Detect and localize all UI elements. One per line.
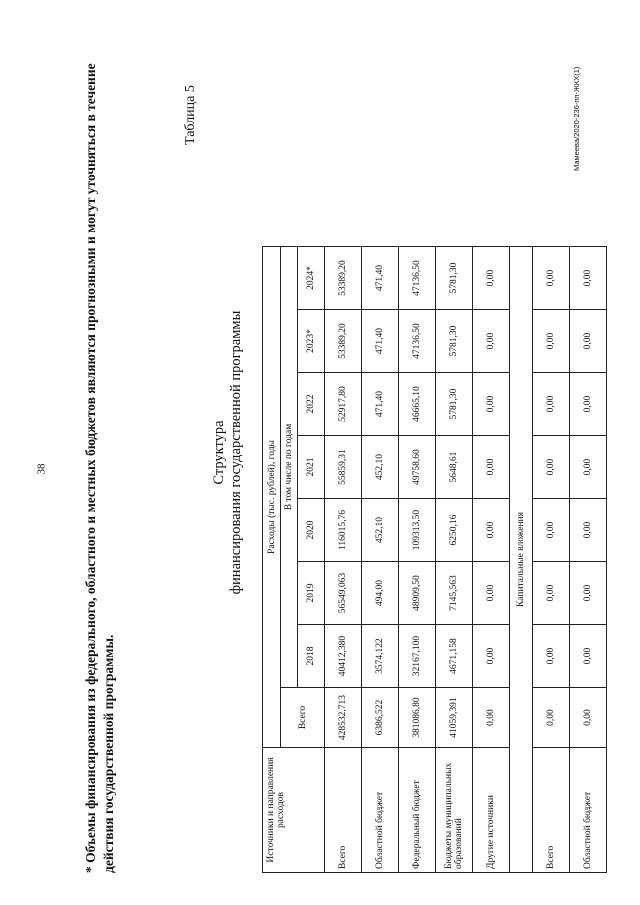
row-label: Другие источники (473, 748, 510, 873)
row-value: 0,00 (570, 310, 607, 373)
table-subtitle: финансирования государственной программы (228, 310, 244, 595)
row-value: 53389,20 (325, 310, 362, 373)
row-label: Областной бюджет (570, 748, 607, 873)
row-label: Бюджеты муниципальных образований (436, 748, 473, 873)
row-value: 46665,10 (399, 373, 436, 436)
row-value: 0,00 (473, 436, 510, 499)
row-value: 471,40 (362, 373, 399, 436)
section-rows (533, 247, 607, 873)
row-total: 381086,80 (399, 688, 436, 748)
year-header: 2023* (298, 310, 325, 373)
table-row (362, 247, 399, 873)
row-value: 0,00 (533, 247, 570, 310)
table-label: Таблица 5 (183, 85, 198, 145)
row-value: 0,00 (570, 247, 607, 310)
row-value: 40412,380 (325, 625, 362, 688)
table-row (399, 247, 436, 873)
row-value: 0,00 (473, 499, 510, 562)
row-value: 0,00 (473, 562, 510, 625)
table-row (473, 247, 510, 873)
row-value: 116015,76 (325, 499, 362, 562)
footnote-text: Объемы финансирования из федерального, областного и местных бюджетов являются прогнозными и могут уточняться в течение действия государственной программы. (83, 63, 116, 873)
row-label: Областной бюджет (362, 748, 399, 873)
row-value: 452,10 (362, 436, 399, 499)
row-value: 48909,50 (399, 562, 436, 625)
expenses-header: Расходы (тыс. рублей), годы (263, 247, 281, 748)
financing-table (262, 246, 607, 873)
row-label: Всего (533, 748, 570, 873)
year-header: 2018 (298, 625, 325, 688)
row-total: 6386,522 (362, 688, 399, 748)
year-header: 2020 (298, 499, 325, 562)
row-value: 452,10 (362, 499, 399, 562)
row-value: 0,00 (533, 373, 570, 436)
row-value: 5648,61 (436, 436, 473, 499)
table-row (436, 247, 473, 873)
row-value: 6250,16 (436, 499, 473, 562)
table-row (325, 247, 362, 873)
row-value: 7145,563 (436, 562, 473, 625)
row-value: 0,00 (570, 625, 607, 688)
year-header: 2019 (298, 562, 325, 625)
row-value: 0,00 (533, 499, 570, 562)
row-value: 53389,20 (325, 247, 362, 310)
row-value: 32167,100 (399, 625, 436, 688)
row-label: Федеральный бюджет (399, 748, 436, 873)
row-value: 0,00 (570, 499, 607, 562)
year-header: 2021 (298, 436, 325, 499)
row-total: 0,00 (533, 688, 570, 748)
row-value: 0,00 (570, 436, 607, 499)
row-total: 41059,391 (436, 688, 473, 748)
row-value: 0,00 (533, 562, 570, 625)
row-value: 5781,30 (436, 310, 473, 373)
table-row (533, 247, 570, 873)
document-stamp: Мамеева/2020-236-пп-ЖКХ(1) (572, 66, 581, 171)
row-value: 47136,50 (399, 247, 436, 310)
year-header: 2024* (298, 247, 325, 310)
row-value: 0,00 (473, 373, 510, 436)
row-value: 3574,122 (362, 625, 399, 688)
row-value: 0,00 (473, 310, 510, 373)
row-value: 471,40 (362, 310, 399, 373)
footnote-star: * (83, 866, 98, 873)
total-header: Всего (281, 688, 325, 748)
footnote (82, 43, 118, 873)
row-value: 0,00 (570, 373, 607, 436)
page-number: 38 (35, 463, 48, 475)
row-value: 49758,60 (399, 436, 436, 499)
row-value: 5781,30 (436, 373, 473, 436)
row-value: 5781,30 (436, 247, 473, 310)
row-value: 0,00 (533, 436, 570, 499)
year-header: 2022 (298, 373, 325, 436)
row-value: 52917,80 (325, 373, 362, 436)
table-row (570, 247, 607, 873)
row-label: Всего (325, 748, 362, 873)
section-label: Капитальные вложения (510, 247, 533, 873)
row-value: 0,00 (570, 562, 607, 625)
row-total: 0,00 (473, 688, 510, 748)
row-value: 0,00 (473, 625, 510, 688)
table-title: Структура (211, 420, 227, 485)
row-total: 428532,713 (325, 688, 362, 748)
row-value: 471,40 (362, 247, 399, 310)
header-row-1 (263, 247, 281, 873)
row-value: 0,00 (533, 625, 570, 688)
row-value: 56549,063 (325, 562, 362, 625)
row-value: 4671,158 (436, 625, 473, 688)
by-year-header: В том числе по годам (281, 247, 298, 688)
row-value: 0,00 (533, 310, 570, 373)
section-row (510, 247, 533, 873)
row-total: 0,00 (570, 688, 607, 748)
row-value: 47136,50 (399, 310, 436, 373)
row-value: 494,00 (362, 562, 399, 625)
source-header: Источники и направления расходов (263, 748, 325, 873)
main-rows (325, 247, 510, 873)
row-value: 0,00 (473, 247, 510, 310)
row-value: 109313,50 (399, 499, 436, 562)
row-value: 55859,31 (325, 436, 362, 499)
